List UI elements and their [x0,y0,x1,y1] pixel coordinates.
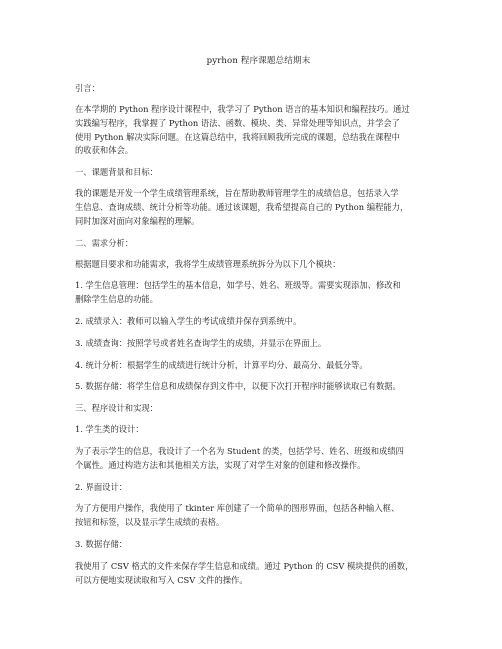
paragraph [75,423,442,437]
paragraph [75,258,442,272]
paragraph-line: 同时加深对面向对象编程的理解。 [75,215,200,226]
paragraph-line: 根据题目要求和功能需求，我将学生成绩管理系统拆分为以下几个模块： [75,258,341,269]
document-body [75,82,442,587]
paragraph-line: 为了表示学生的信息，我设计了一个名为 Student 的类，包括学号、姓名、班级和成绩四 [75,445,404,456]
paragraph-line: 使用 Python 解决实际问题。在这篇总结中，我将回顾我所完成的课题，总结我在课程中 [75,131,400,142]
paragraph [75,481,442,495]
paragraph [75,359,442,373]
document-title: pyrhon 程序课题总结期末 [206,56,311,66]
paragraph [75,187,442,228]
paragraph-line: 的收获和体会。 [75,145,134,156]
paragraph-line: 为了方便用户操作，我使用了 tkinter 库创建了一个简单的图形界面，包括各种输入框、 [75,503,400,514]
paragraph [75,380,442,394]
paragraph-line: 删除学生信息的功能。 [75,294,158,305]
paragraph-line: 在本学期的 Python 程序设计课程中，我学习了 Python 语言的基本知识和编程技巧。通过 [75,104,410,114]
paragraph [75,315,442,329]
paragraph-line: 3. 数据存储： [75,538,128,549]
paragraph-line: 实践编写程序，我掌握了 Python 语法、函数、模块、类、异常处理等知识点，并学会了 [75,117,400,128]
paragraph [75,560,442,588]
section-heading: 一、课题背景和目标： [75,167,158,178]
paragraph [75,279,442,307]
paragraph-line: 5. 数据存储：将学生信息和成绩保存到文件中，以便下次打开程序时能够读取已有数据。 [75,381,401,392]
paragraph [75,502,442,530]
paragraph [75,103,442,158]
paragraph-line: 1. 学生类的设计： [75,424,144,435]
paragraph [75,445,442,473]
paragraph-line: 我的课题是开发一个学生成绩管理系统，旨在帮助教师管理学生的成绩信息，包括录入学 [75,188,399,199]
paragraph [75,337,442,351]
paragraph-line: 生信息、查询成绩、统计分析等功能。通过该课题，我希望提高自己的 Python 编程能力， [75,201,409,212]
paragraph-line: 2. 界面设计： [75,481,128,492]
paragraph-line: 个属性。通过构造方法和其他相关方法，实现了对学生对象的创建和修改操作。 [75,459,366,470]
paragraph-line: 可以方便地实现读取和写入 CSV 文件的操作。 [75,574,248,585]
section-heading: 二、需求分析： [75,237,134,248]
paragraph-line: 3. 成绩查询：按照学号或者姓名查询学生的成绩，并显示在界面上。 [75,337,327,348]
paragraph-line: 按钮和标签，以及显示学生成绩的表格。 [75,517,225,528]
paragraph-line: 1. 学生信息管理：包括学生的基本信息，如学号、姓名、班级等。需要实现添加、修改和 [75,280,401,291]
section-heading: 引言： [75,83,100,93]
paragraph [75,538,442,552]
paragraph-line: 我使用了 CSV 格式的文件来保存学生信息和成绩。通过 Python 的 CSV 模块提供的函数， [75,560,414,571]
paragraph-line: 2. 成绩录入：教师可以输入学生的考试成绩并保存到系统中。 [75,315,302,326]
paragraph-line: 4. 统计分析：根据学生的成绩进行统计分析，计算平均分、最高分、最低分等。 [75,359,368,370]
section-heading: 三、程序设计和实现： [75,403,158,414]
